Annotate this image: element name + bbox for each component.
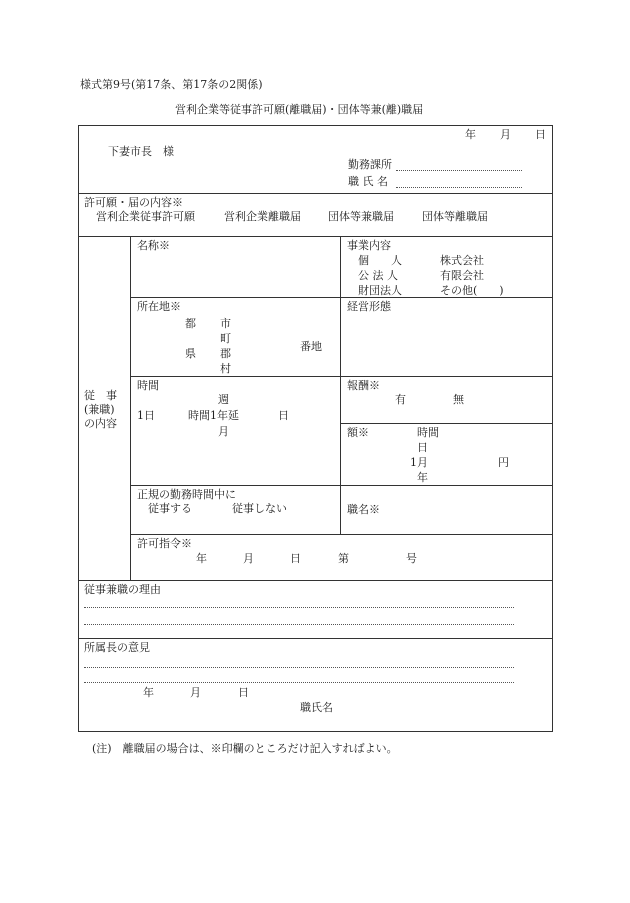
permission-label: 許可指令※ bbox=[137, 537, 192, 550]
address-to: 都 bbox=[185, 317, 196, 330]
name-label: 職 氏 名 bbox=[348, 175, 388, 188]
amount-year: 年 bbox=[417, 471, 428, 484]
opinion-line-1[interactable] bbox=[84, 667, 514, 668]
regular-opt-engage[interactable]: 従事する bbox=[148, 502, 192, 515]
time-week: 週 bbox=[218, 393, 229, 406]
opinion-label: 所属長の意見 bbox=[84, 641, 150, 654]
opinion-month: 月 bbox=[190, 686, 201, 699]
type-yugen[interactable]: 有限会社 bbox=[440, 269, 484, 282]
permission-day: 日 bbox=[290, 552, 301, 565]
form-number: 様式第9号(第17条、第17条の2関係) bbox=[80, 78, 263, 91]
opinion-year: 年 bbox=[143, 686, 154, 699]
time-label: 時間 bbox=[137, 379, 159, 392]
amount-month1: 1月 bbox=[410, 456, 428, 469]
type-individual[interactable]: 個 人 bbox=[358, 254, 402, 267]
type-other[interactable]: その他( ) bbox=[440, 284, 504, 297]
date-day: 日 bbox=[535, 128, 546, 141]
address-mura: 村 bbox=[220, 362, 231, 375]
option-business-resignation[interactable]: 営利企業離職届 bbox=[224, 210, 301, 223]
footnote: (注) 離職届の場合は、※印欄のところだけ記入すればよい。 bbox=[92, 742, 398, 755]
permission-go: 号 bbox=[406, 552, 417, 565]
address-banchi: 番地 bbox=[300, 340, 322, 353]
name-field[interactable] bbox=[396, 187, 522, 188]
position-label: 職名※ bbox=[347, 503, 380, 516]
address-shi: 市 bbox=[220, 317, 231, 330]
option-business-permission[interactable]: 営利企業従事許可願 bbox=[96, 210, 195, 223]
side-label-3: の内容 bbox=[84, 417, 117, 430]
type-public-corp[interactable]: 公 法 人 bbox=[358, 269, 398, 282]
date-month: 月 bbox=[500, 128, 511, 141]
type-kabushiki[interactable]: 株式会社 bbox=[440, 254, 484, 267]
time-hours-year: 時間1年延 bbox=[188, 409, 239, 422]
reward-label: 報酬※ bbox=[347, 379, 380, 392]
reward-no[interactable]: 無 bbox=[453, 393, 464, 406]
addressee: 下妻市長 様 bbox=[108, 145, 174, 158]
management-label: 経営形態 bbox=[347, 300, 391, 313]
regular-label: 正規の勤務時間中に bbox=[137, 488, 236, 501]
permission-year: 年 bbox=[196, 552, 207, 565]
type-foundation[interactable]: 財団法人 bbox=[358, 284, 402, 297]
permission-month: 月 bbox=[243, 552, 254, 565]
amount-hours: 時間 bbox=[417, 426, 439, 439]
reward-yes[interactable]: 有 bbox=[395, 393, 406, 406]
regular-opt-not-engage[interactable]: 従事しない bbox=[232, 502, 287, 515]
form-title: 営利企業等従事許可願(離職届)・団体等兼(離)職届 bbox=[175, 103, 424, 116]
date-year: 年 bbox=[465, 128, 476, 141]
time-days: 日 bbox=[278, 409, 289, 422]
dept-label: 勤務課所 bbox=[348, 158, 392, 171]
opinion-line-2[interactable] bbox=[84, 682, 514, 683]
address-ken: 県 bbox=[185, 347, 196, 360]
dept-field[interactable] bbox=[396, 170, 522, 171]
opinion-day: 日 bbox=[238, 686, 249, 699]
amount-yen: 円 bbox=[498, 456, 509, 469]
opinion-name-label: 職氏名 bbox=[300, 701, 333, 714]
permission-dai: 第 bbox=[338, 552, 349, 565]
content-label: 許可願・届の内容※ bbox=[84, 196, 183, 209]
option-org-resignation[interactable]: 団体等離職届 bbox=[422, 210, 488, 223]
time-day1: 1日 bbox=[137, 409, 155, 422]
amount-label: 額※ bbox=[347, 426, 369, 439]
side-label-2: (兼職) bbox=[84, 403, 115, 416]
org-name-label: 名称※ bbox=[137, 239, 170, 252]
amount-day: 日 bbox=[417, 441, 428, 454]
option-org-concurrent[interactable]: 団体等兼職届 bbox=[328, 210, 394, 223]
reason-line-1[interactable] bbox=[84, 607, 514, 608]
time-month: 月 bbox=[218, 425, 229, 438]
address-label: 所在地※ bbox=[137, 300, 181, 313]
business-label: 事業内容 bbox=[347, 239, 391, 252]
address-gun: 郡 bbox=[220, 347, 231, 360]
reason-line-2[interactable] bbox=[84, 624, 514, 625]
address-machi: 町 bbox=[220, 332, 231, 345]
side-label-1: 従 事 bbox=[84, 389, 117, 402]
reason-label: 従事兼職の理由 bbox=[84, 583, 161, 596]
